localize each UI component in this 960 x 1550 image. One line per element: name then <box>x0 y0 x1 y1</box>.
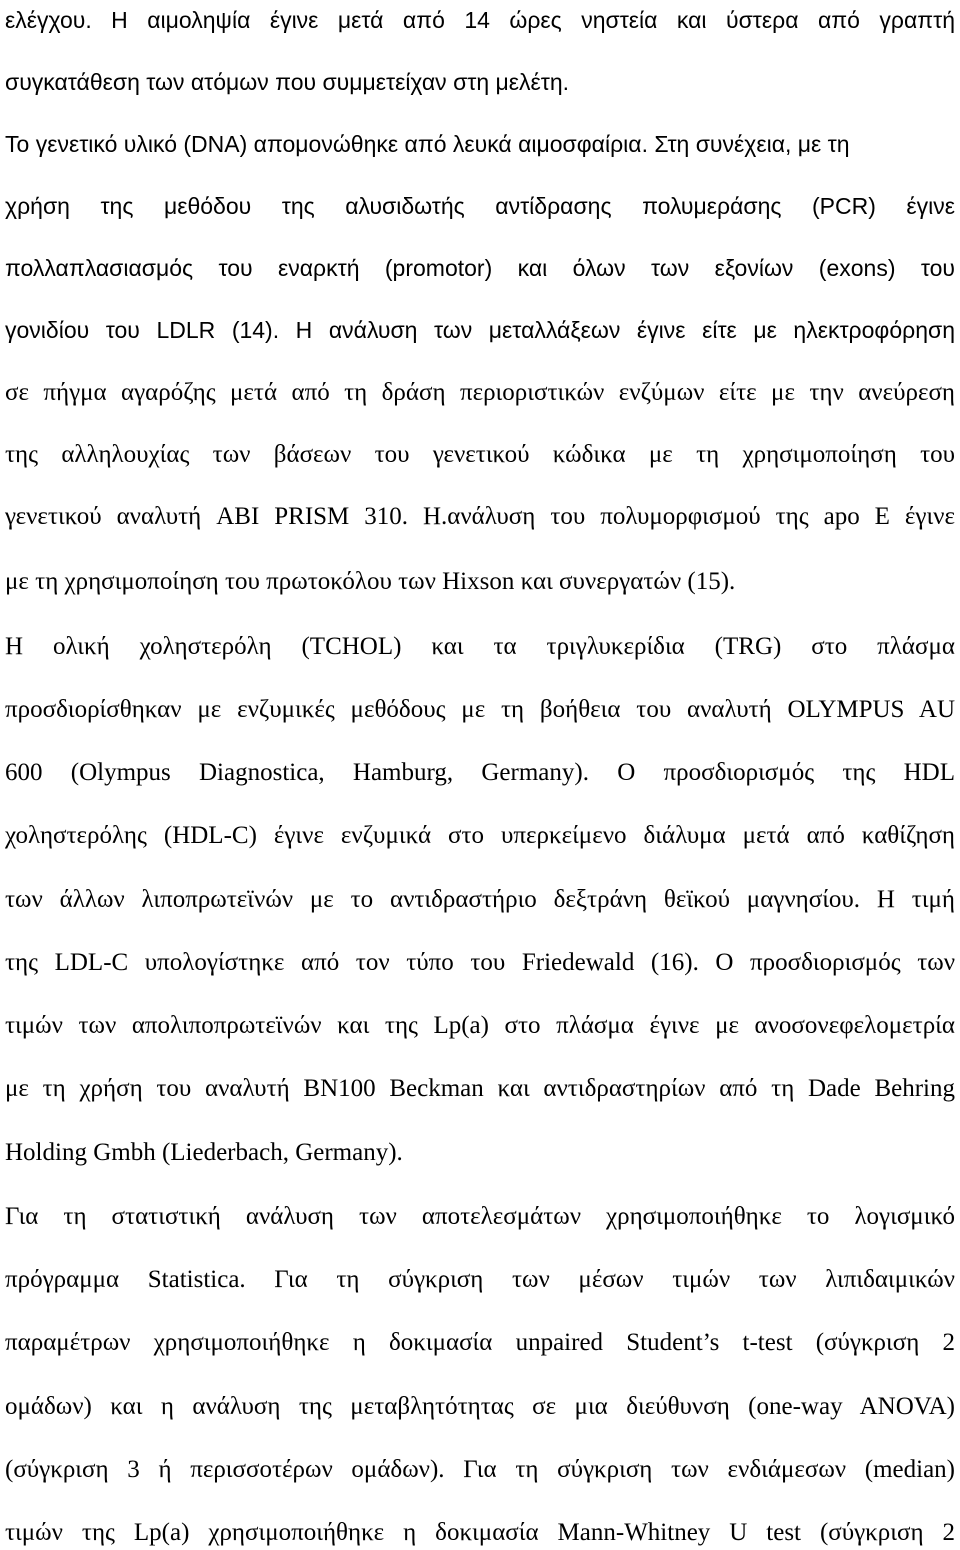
text-line: ομάδων) και η ανάλυση της μεταβλητότητας σε μια διεύθυνση (one-way ANOVA) <box>5 1393 955 1420</box>
text-line: της LDL-C υπολογίστηκε από τον τύπο του Friedewald (16). Ο προσδιορισμός των <box>5 949 955 976</box>
text-line: (σύγκριση 3 ή περισσοτέρων ομάδων). Για τη σύγκριση των ενδιάμεσων (median) <box>5 1456 955 1483</box>
text-line: συγκατάθεση των ατόμων που συμμετείχαν στη μελέτη. <box>5 69 570 95</box>
text-line: της αλληλουχίας των βάσεων του γενετικού κώδικα με τη χρησιμοποίηση του <box>5 441 955 468</box>
text-line: Για τη στατιστική ανάλυση των αποτελεσμάτων χρησιμοποιήθηκε το λογισμικό <box>5 1203 955 1230</box>
text-line: των άλλων λιποπρωτεϊνών με το αντιδραστήριο δεξτράνη θεϊκού μαγνησίου. Η τιμή <box>5 886 955 913</box>
text-line: τιμών των απολιποπρωτεϊνών και της Lp(a) στο πλάσμα έγινε με ανοσονεφελομετρία <box>5 1012 955 1039</box>
text-line: ελέγχου. Η αιμοληψία έγινε μετά από 14 ώρες νηστεία και ύστερα από γραπτή <box>5 7 955 33</box>
text-line: σε πήγμα αγαρόζης μετά από τη δράση περιοριστικών ενζύμων είτε με την ανεύρεση <box>5 379 955 406</box>
text-line: Η ολική χοληστερόλη (TCHOL) και τα τριγλυκερίδια (TRG) στο πλάσμα <box>5 633 955 660</box>
text-line: χρήση της μεθόδου της αλυσιδωτής αντίδρασης πολυμεράσης (PCR) έγινε <box>5 193 955 219</box>
text-line: με τη χρησιμοποίηση του πρωτοκόλου των Hixson και συνεργατών (15). <box>5 568 736 595</box>
text-line: Το γενετικό υλικό (DNA) απομονώθηκε από λευκά αιμοσφαίρια. Στη συνέχεια, με τη <box>5 131 850 157</box>
text-line: παραμέτρων χρησιμοποιήθηκε η δοκιμασία unpaired Student’s t-test (σύγκριση 2 <box>5 1329 955 1356</box>
text-line: 600 (Olympus Diagnostica, Hamburg, Germany). Ο προσδιορισμός της HDL <box>5 759 955 786</box>
text-line: προσδιορίσθηκαν με ενζυμικές μεθόδους με τη βοήθεια του αναλυτή OLYMPUS AU <box>5 696 955 723</box>
text-line: τιμών της Lp(a) χρησιμοποιήθηκε η δοκιμασία Mann-Whitney U test (σύγκριση 2 <box>5 1519 955 1546</box>
text-line: πρόγραμμα Statistica. Για τη σύγκριση των μέσων τιμών των λιπιδαιμικών <box>5 1266 955 1293</box>
text-line: γονιδίου του LDLR (14). Η ανάλυση των μεταλλάξεων έγινε είτε με ηλεκτροφόρηση <box>5 317 955 343</box>
text-line: χοληστερόλης (HDL-C) έγινε ενζυμικά στο υπερκείμενο διάλυμα μετά από καθίζηση <box>5 822 955 849</box>
text-line: Holding Gmbh (Liederbach, Germany). <box>5 1139 403 1166</box>
text-line: με τη χρήση του αναλυτή BN100 Beckman και αντιδραστηρίων από τη Dade Behring <box>5 1075 955 1102</box>
text-line: γενετικού αναλυτή ABI PRISM 310. Η.ανάλυση του πολυμορφισμού της apo E έγινε <box>5 503 955 530</box>
text-line: πολλαπλασιασμός του εναρκτή (promotor) και όλων των εξονίων (exons) του <box>5 255 955 281</box>
